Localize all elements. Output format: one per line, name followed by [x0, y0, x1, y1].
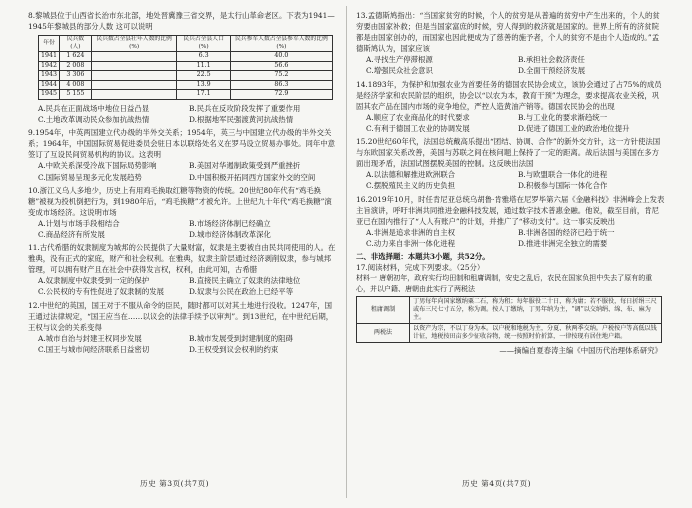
option-a: A.以法德和解推进欧洲联合	[366, 170, 455, 180]
table-row	[39, 80, 333, 90]
option-d: D.根据地军民强渡黄河抗战热情	[189, 115, 294, 125]
table-cell: 11.1	[177, 61, 230, 71]
option-a: A.奴隶制度中奴隶受到一定的保护	[38, 276, 150, 286]
option-c: C.公民权的专有性促进了奴隶制的发展	[38, 287, 164, 297]
option-b: B.与欧盟联合一体化的进程	[518, 170, 608, 180]
q14-stem: 14.1893年，为保护和加强农业为首要任务的德国农民协会成立，该协会通过了占75%的成员是经济学家和农民阶层的组织，协会以“以农为本，教育干预”为理念，要求提高农业关税，巩固其农产品在国内市场的竞争地位，严控人造黄油产销等。德国农民协会的出现	[356, 79, 662, 111]
table-cell	[91, 52, 177, 62]
option-b: B.民兵在反攻阶段发挥了重要作用	[189, 103, 301, 113]
table-row	[357, 296, 662, 323]
q13-stem: 13.孟德斯鸠指出：“当国家贫穷的时候，个人的贫穷是从普遍的贫穷中产生出来的，个人的贫穷要由国家补救；但是当国家富庶的时候，穷人得到的救济就是国家的。世界上所有的济贫院都是由国家创办的，而国家也因此便成为了慈善的施予者，个人的贫穷不是由个人造成的。”孟德斯鸠认为，国家应该	[356, 11, 660, 54]
table-cell: 1943	[39, 71, 60, 81]
q9-options	[28, 160, 336, 182]
table-cell: 丁男每年向国家缴纳粟二石，称为租；每年服役二十日，称为庸；若不服役，每日折绢三尺或布三尺七寸五分，称为调。按人丁缴纳，丁男年纳为主，“调”以交纳绢、绵、布、麻为主。	[410, 296, 662, 323]
option-a: A.中欧关系深受冷战下国际局势影响	[38, 161, 157, 171]
table-cell: 2 008	[60, 61, 92, 71]
table-cell: 4 008	[60, 80, 92, 90]
table-row	[39, 90, 333, 100]
table-cell: 40.0	[230, 52, 332, 62]
table-cell: 1942	[39, 61, 60, 71]
q11-stem: 11.古代希腊的奴隶制度为城邦的公民提供了大量财富，奴隶是主要被自由民共同使用的人。在雅典，没有正式的家庭，财产和社会权利。在雅典，奴隶主阶层通过经济剥削奴隶，参与城邦管理，可以拥有财产且在社会中获得发言权，权利，由此可知，古希腊	[28, 243, 336, 275]
table-cell: 5 155	[60, 90, 92, 100]
table-header-cell: 民兵占全县人口(%)	[177, 36, 230, 52]
q17-material-intro: 材料一 唐朝初年，政府实行均田制和租庸调制，安史之乱后，农民在国家负担中失去了原有的重心，并以户籍、唐朝由此实行了两税法	[356, 274, 653, 293]
option-b: B.美国对华遏制政策受到严重挫折	[189, 161, 301, 171]
q8-table-header	[39, 36, 333, 52]
option-c: C.摆脱殖民主义的历史负担	[366, 181, 456, 191]
q8-options	[28, 103, 336, 125]
option-c: C.国王与城市间经济联系日益密切	[38, 344, 150, 354]
q10-stem: 10.浙江义乌人多地少，历史上有用鸡毛换取红糖等物资的传统。20世纪80年代有“鸡毛换糖”被视为投机倒把行为，到1980年后，“鸡毛换糖”才被允许。上世纪九十年代“鸡毛换糖”演变成市场经济。这说明市场	[28, 185, 332, 217]
table-cell: 租庸调制	[357, 296, 410, 323]
option-b: B.与工业化的要求渐趋统一	[518, 112, 608, 122]
right-column	[356, 8, 666, 356]
option-a: A.顺应了农业商品化的时代要求	[366, 112, 470, 122]
table-cell: 22.5	[177, 71, 230, 81]
option-d: D.推进非洲完全独立的需要	[518, 238, 608, 248]
table-row	[39, 52, 333, 62]
q13-options	[356, 54, 666, 76]
option-a: A.民兵在正面战场中地位日益凸显	[38, 103, 150, 113]
option-b: B.市场经济体制已经确立	[189, 218, 271, 228]
q17-stem: 17.阅读材料，完成下列要求。（25分）	[356, 263, 485, 273]
q10-options	[28, 218, 336, 240]
option-c: C.商品经济有所发展	[38, 230, 105, 239]
q15-options	[356, 169, 666, 191]
q17-material-table	[356, 296, 662, 343]
option-d: D.奴隶与公民在政治上已经平等	[189, 287, 294, 297]
table-cell: 1944	[39, 80, 60, 90]
table-row	[39, 61, 333, 71]
q15-stem: 15.20世纪60年代，法国总统戴高乐提出“团结、协调、合作”的新外交方针，这一方针使法国与东欧国家关系改善，美国与苏联之间在核问题上保持了一定的距离。战后法国与美国在多方面出现矛盾，法国试图摆脱美国的控制。这反映出法国	[356, 137, 661, 169]
left-page-footer: 历史 第3页(共7页)	[140, 479, 210, 488]
table-header-cell: 民兵参军人数占全县参军人数的比例(%)	[230, 36, 332, 52]
option-b: B.非洲各国的经济已趋于统一	[518, 227, 615, 237]
table-header-cell: 民兵数占全县壮年人数的比例(%)	[91, 36, 177, 52]
option-c: C.国际贸易呈现多元化发展趋势	[38, 172, 142, 182]
option-b: B.城市发展受到封建制度的阻碍	[189, 333, 293, 343]
table-row	[357, 323, 662, 342]
table-row	[39, 71, 333, 81]
table-cell: 86.3	[230, 80, 332, 90]
option-d: D.促进了德国工业的政治地位提升	[518, 123, 630, 133]
q14-options	[356, 112, 666, 134]
option-a: A.计划与市场手段相结合	[38, 218, 120, 228]
q16-options	[356, 227, 666, 249]
q16-stem: 16.2019年10月，时任肯尼亚总统乌胡鲁·肯雅塔在尼罗毕第六届《金融科技》非洲峰会上发表主旨演讲，呼吁非洲共同推进金融科技发展，通过数字技术普惠金融。他说，截至目前，肯尼亚已在国内推行了“人人有账户”的计划，并推广了“移动支付”。这一事实反映出	[356, 194, 665, 226]
table-header-cell: 年份	[39, 36, 60, 52]
table-cell: 1941	[39, 52, 60, 62]
option-b: B.承担社会救济责任	[518, 55, 585, 65]
right-page-footer: 历史 第4页(共7页)	[462, 479, 532, 488]
option-d: D.城市经济体制改革深化	[189, 230, 271, 239]
table-cell: 72.9	[230, 90, 332, 100]
option-d: D.积极参与国际一体化合作	[518, 181, 608, 191]
option-c: C.增强民众社会意识	[366, 66, 433, 76]
table-cell: 56.6	[230, 61, 332, 71]
option-a: A.城市自治与封建王权同步发展	[38, 333, 142, 343]
column-divider	[346, 6, 347, 498]
section-heading: 二、非选择题：本题共3小题，共52分。	[356, 251, 490, 261]
table-cell	[91, 80, 177, 90]
option-c: C.有利于德国工农业的协调发展	[366, 123, 470, 133]
option-d: D.全面干预经济发展	[518, 66, 586, 76]
table-cell: 以资产为宗，不以丁身为本。以户税和地税为主，分夏、秋两季交纳。户税按户等高低以钱计征，地税按田亩多少征收谷物，统一按照时价折算，一律按现有居住地户籍。	[410, 323, 662, 342]
option-c: C.动力来自非洲一体化进程	[366, 238, 456, 248]
table-cell: 6.3	[177, 52, 230, 62]
q8-stem: 8.黎城县位于山西省长治市东北部，地处晋冀豫三省交界，是太行山革命老区。下表为1941—1945年黎城县的部分人数 这可以说明	[28, 11, 335, 32]
q17-source: ——摘编自夏春涛主编《中国历代治理体系研究》	[499, 345, 662, 355]
option-a: A.非洲是追求非洲的自主权	[366, 227, 455, 237]
option-d: D.王权受到议会权利的约束	[189, 344, 279, 354]
table-cell: 1945	[39, 90, 60, 100]
table-cell: 1 624	[60, 52, 92, 62]
table-cell: 两税法	[357, 323, 410, 342]
q9-stem: 9.1954年，中英两国建立代办级的半外交关系；1954年，英三与中国建立代办级的半外交关系；1964年，中国国际贸易促进委员会驻日本以联络处名义在罗马设立贸易办事处。同年中意签订了互设民间贸易机构的协议。这表明	[28, 128, 336, 160]
option-a: A.寻找生产停滞根源	[366, 55, 433, 65]
table-cell: 75.2	[230, 71, 332, 81]
table-cell	[91, 71, 177, 81]
table-header-cell: 民兵数(人)	[60, 36, 92, 52]
left-column	[28, 8, 336, 355]
option-d: D.中国积极开拓同西方国家外交的空间	[189, 172, 316, 182]
q12-stem: 12.中世纪的英国，国王对于不服从命令的臣民，随时都可以对其土地进行没收。1247年，国王通过法律规定，“国王应当在……以议会的法律手续予以审判”。到13世纪，在中世纪后期，王权与议会的关系变得	[28, 300, 334, 332]
table-cell	[91, 90, 177, 100]
q8-table	[38, 35, 333, 100]
option-c: C.土地改革调动民众参加抗战热情	[38, 115, 150, 125]
table-cell: 3 306	[60, 71, 92, 81]
table-cell: 13.9	[177, 80, 230, 90]
q11-options	[28, 275, 336, 297]
table-cell: 17.1	[177, 90, 230, 100]
q12-options	[28, 333, 336, 355]
table-cell	[91, 61, 177, 71]
option-b: B.直接民主确立了奴隶的法律地位	[189, 276, 301, 286]
